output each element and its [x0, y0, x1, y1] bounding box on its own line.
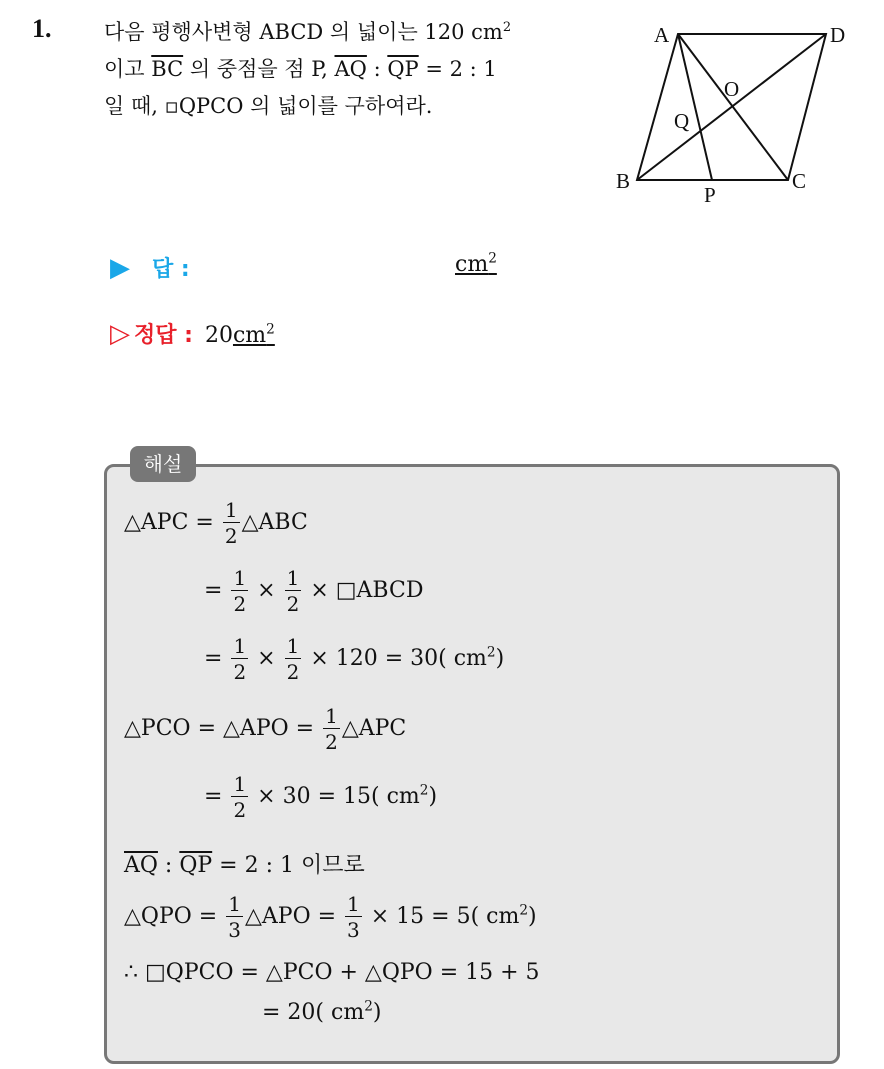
explanation-line-1: △APC = $\frac{1}{2}$ △ABC	[124, 498, 308, 548]
triangle-outline-icon: ▷	[110, 319, 130, 349]
answer-input[interactable]: $cm^2$	[455, 250, 497, 277]
label-o: O	[724, 77, 740, 101]
play-icon: ▶	[110, 253, 130, 283]
question-line-3: 일 때, ▫QPCO 의 넓이를 구하여라.	[104, 94, 433, 118]
explanation-line-2: = $\frac{1}{2}$ × $\frac{1}{2}$ × □ABCD	[204, 566, 424, 616]
explanation-line-8: ∴ □QPCO = △PCO + △QPO = 15 + 5	[124, 960, 540, 985]
explanation-line-7: △QPO = $\frac{1}{3}$ △APO = $\frac{1}{3}$ × 15 = 5( $cm^2$)	[124, 892, 537, 942]
question-line-2: 이고 $\overline{BC}$ 의 중점을 점 P, $\overline{AQ}$ : $\overline{QP} = 2$ : 1	[104, 57, 497, 81]
diagonal-bd	[637, 34, 826, 180]
answer-row	[110, 252, 190, 283]
answer-label: 답 :	[152, 257, 190, 282]
label-d: D	[830, 23, 846, 47]
correct-answer-label: 정답 :	[134, 323, 193, 348]
question-text	[104, 14, 594, 125]
explanation-tag: 해설	[130, 446, 196, 482]
explanation-line-4: △PCO = △APO = $\frac{1}{2}$ △APC	[124, 704, 407, 754]
explanation-line-5: = $\frac{1}{2}$ × 30 = 15( $cm^2$)	[204, 772, 438, 822]
label-p: P	[704, 183, 716, 207]
explanation-line-3: = $\frac{1}{2}$ × $\frac{1}{2}$ × 120 = 30( $cm^2$)	[204, 634, 505, 684]
correct-answer-value: $20cm^2$	[204, 321, 275, 348]
explanation-line-6: $\overline{AQ}$ : $\overline{QP} = 2$ : 1 이므로	[124, 853, 365, 878]
question-number: 1.	[32, 14, 52, 43]
parallelogram-figure	[612, 18, 862, 208]
question-line-1: 다음 평행사변형 ABCD 의 넓이는 120 $cm^2$	[104, 20, 512, 44]
label-b: B	[616, 169, 631, 193]
label-a: A	[654, 23, 670, 47]
correct-answer-row	[110, 318, 275, 349]
explanation-line-9: = 20( $cm^2$)	[262, 998, 382, 1025]
label-c: C	[792, 169, 807, 193]
label-q: Q	[674, 109, 690, 133]
